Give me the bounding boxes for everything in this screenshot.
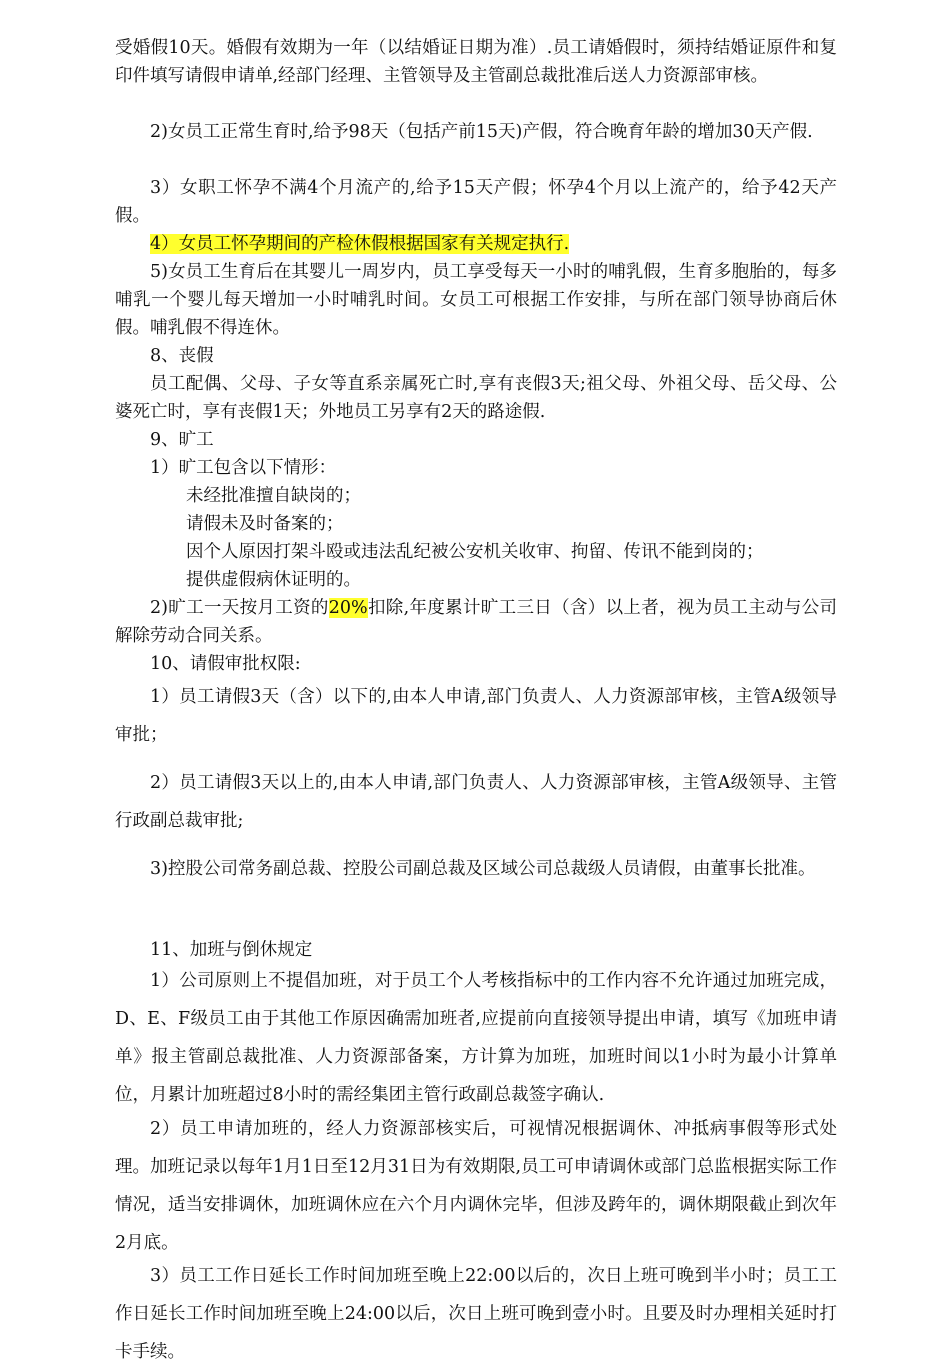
absenteeism-case: 请假未及时备案的； [186,514,344,534]
absenteeism-case: 未经批准擅自缺岗的； [186,486,361,506]
marriage-leave-tail: 受婚假10天。婚假有效期为一年（以结婚证日期为准）.员工请婚假时，须持结婚证原件和复印件填写请假申请单,经部门经理、主管领导及主管副总裁批准后送人力资源部审核。 [115,38,837,86]
absenteeism-case: 因个人原因打架斗殴或违法乱纪被公安机关收审、拘留、传讯不能到岗的； [186,542,764,562]
absenteeism-heading: 9、旷工 [150,430,214,450]
absenteeism-case: 提供虚假病休证明的。 [186,570,361,590]
absenteeism-item-1: 1）旷工包含以下情形： [150,458,337,478]
approval-item-2: 2）员工请假3天以上的,由本人申请,部门负责人、人力资源部审核，主管A级领导、主管行政副总裁审批; [115,773,837,831]
bereavement-heading: 8、丧假 [150,346,214,366]
maternity-item-3: 3）女职工怀孕不满4个月流产的,给予15天产假；怀孕4个月以上流产的，给予42天产假。 [115,178,837,226]
overtime-heading: 11、加班与倒休规定 [150,940,313,960]
bereavement-body: 员工配偶、父母、子女等直系亲属死亡时,享有丧假3天;祖父母、外祖父母、岳父母、公婆死亡时，享有丧假1天；外地员工另享有2天的路途假. [115,374,837,422]
highlighted-text: 4）女员工怀孕期间的产检休假根据国家有关规定执行. [150,234,570,254]
approval-heading: 10、请假审批权限: [150,654,301,674]
overtime-item-3: 3）员工工作日延长工作时间加班至晚上22:00以后的，次日上班可晚到半小时；员工工作日延长工作时间加班至晚上24:00以后，次日上班可晚到壹小时。且要及时办理相关延时打卡手续。 [115,1266,837,1362]
overtime-item-1: 1）公司原则上不提倡加班，对于员工个人考核指标中的工作内容不允许通过加班完成，D、E、F级员工由于其他工作原因确需加班者,应提前向直接领导提出申请，填写《加班申请单》报主管副总裁批准、人力资源部备案，方计算为加班，加班时间以1小时为最小计算单位，月累计加班超过8小时的需经集团主管行政副总裁签字确认. [115,971,837,1105]
highlighted-percent: 20% [328,598,368,618]
maternity-item-5: 5)女员工生育后在其婴儿一周岁内，员工享受每天一小时的哺乳假，生育多胞胎的，每多哺乳一个婴儿每天增加一小时哺乳时间。女员工可根据工作安排，与所在部门领导协商后休假。哺乳假不得连休。 [115,262,837,338]
approval-item-3: 3)控股公司常务副总裁、控股公司副总裁及区域公司总裁级人员请假，由董事长批准。 [150,859,816,879]
maternity-item-4 [115,230,837,258]
absenteeism-item-2 [115,594,837,650]
absenteeism-item-2-text: 扣除,年度累计旷工三日（含）以上者，视为员工主动与公司解除劳动合同关系。 [115,598,838,646]
approval-item-1: 1）员工请假3天（含）以下的,由本人申请,部门负责人、人力资源部审核，主管A级领导审批； [115,687,837,745]
overtime-item-2: 2）员工申请加班的，经人力资源部核实后，可视情况根据调休、冲抵病事假等形式处理。加班记录以每年1月1日至12月31日为有效期限,员工可申请调休或部门总监根据实际工作情况，适当安排调休，加班调休应在六个月内调休完毕，但涉及跨年的，调休期限截止到次年2月底。 [115,1119,837,1253]
maternity-item-2: 2)女员工正常生育时,给予98天（包括产前15天)产假，符合晚育年龄的增加30天产假. [150,122,813,142]
absenteeism-item-2-text: 2)旷工一天按月工资的 [150,598,329,618]
